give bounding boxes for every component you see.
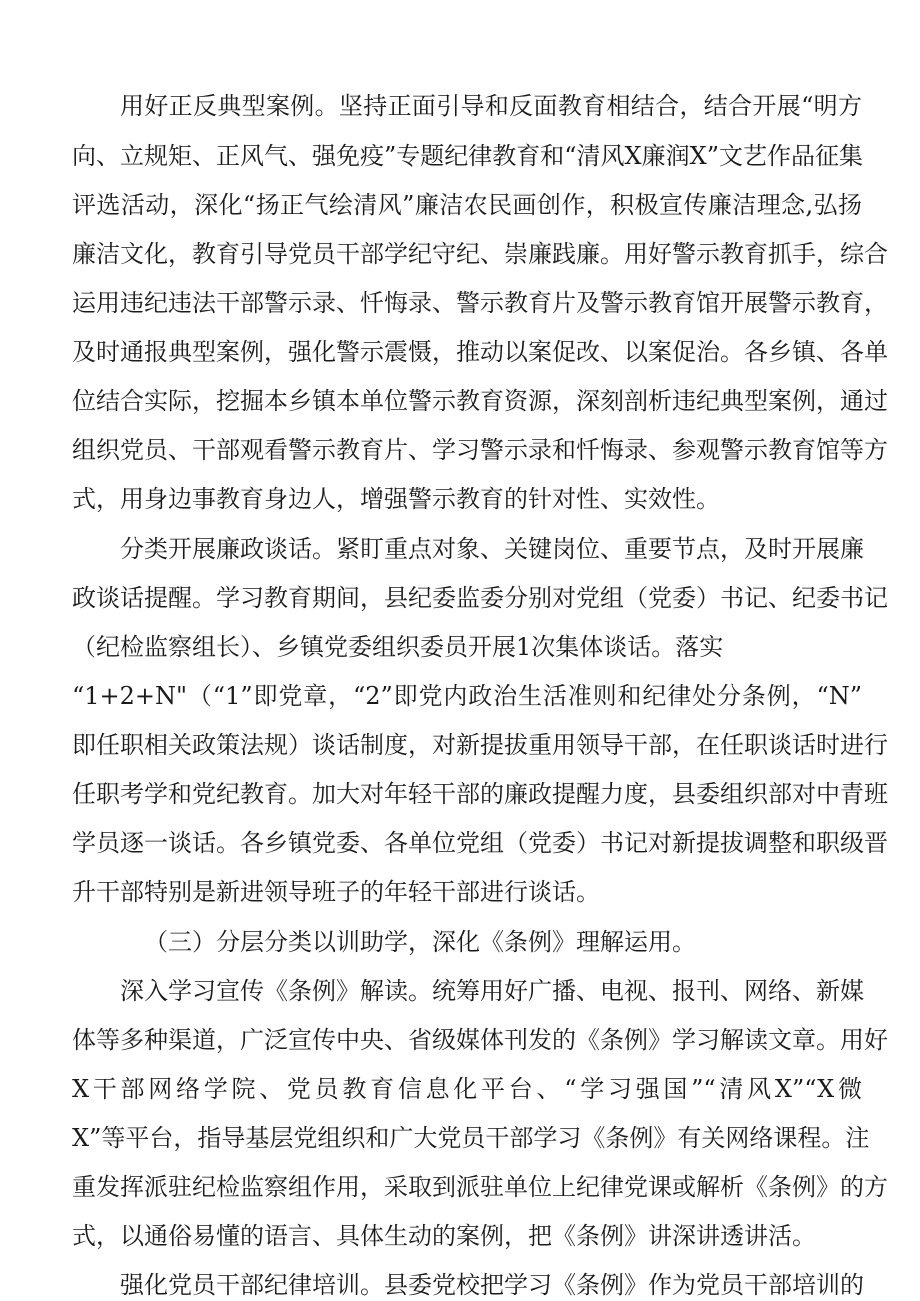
paragraph-3-line-4: X”等平台，指导基层党组织和广大党员干部学习《条例》有关网络课程。注 <box>72 1124 870 1152</box>
paragraph-2-line-1: 分类开展廉政谈话。紧盯重点对象、关键岗位、重要节点，及时开展廉 <box>120 535 864 563</box>
paragraph-1-line-2: 向、立规矩、正风气、强免疫”专题纪律教育和“清风X廉润X”文艺作品征集 <box>72 142 863 170</box>
paragraph-2-line-7: 学员逐一谈话。各乡镇党委、各单位党组（党委）书记对新提拔调整和职级晋 <box>72 829 888 857</box>
paragraph-1-line-8: 组织党员、干部观看警示教育片、学习警示录和忏悔录、参观警示教育馆等方 <box>72 436 888 464</box>
paragraph-3-line-5: 重发挥派驻纪检监察组作用，采取到派驻单位上纪律党课或解析《条例》的方 <box>72 1173 888 1201</box>
paragraph-3-line-1: 深入学习宣传《条例》解读。统筹用好广播、电视、报刊、网络、新媒 <box>120 977 864 1005</box>
paragraph-3-line-3: X干部网络学院、党员教育信息化平台、“学习强国”“清风X”“X微 <box>72 1075 862 1103</box>
paragraph-2-line-2: 政谈话提醒。学习教育期间，县纪委监委分别对党组（党委）书记、纪委书记 <box>72 584 888 612</box>
section-heading: （三）分层分类以训助学，深化《条例》理解运用。 <box>144 928 696 956</box>
paragraph-1-line-3: 评选活动，深化“扬正气绘清风”廉洁农民画创作，积极宣传廉洁理念,弘扬 <box>72 191 862 219</box>
paragraph-1-line-4: 廉洁文化，教育引导党员干部学纪守纪、崇廉践廉。用好警示教育抓手，综合 <box>72 240 888 268</box>
paragraph-2-line-4: “1+2+N"（“1”即党章，“2”即党内政治生活准则和纪律处分条例，“N” <box>72 682 862 710</box>
paragraph-2-line-3: （纪检监察组长）、乡镇党委组织委员开展1次集体谈话。落实 <box>72 633 724 661</box>
paragraph-2-line-8: 升干部特别是新进领导班子的年轻干部进行谈话。 <box>72 878 600 906</box>
paragraph-1-line-1: 用好正反典型案例。坚持正面引导和反面教育相结合，结合开展“明方 <box>120 92 862 120</box>
paragraph-4-line-1: 强化党员干部纪律培训。县委党校把学习《条例》作为党员干部培训的 <box>120 1271 864 1299</box>
paragraph-2-line-6: 任职考学和党纪教育。加大对年轻干部的廉政提醒力度，县委组织部对中青班 <box>72 780 888 808</box>
paragraph-1-line-9: 式，用身边事教育身边人，增强警示教育的针对性、实效性。 <box>72 485 720 513</box>
paragraph-1-line-7: 位结合实际，挖掘本乡镇本单位警示教育资源，深刻剖析违纪典型案例，通过 <box>72 387 888 415</box>
paragraph-3-line-2: 体等多种渠道，广泛宣传中央、省级媒体刊发的《条例》学习解读文章。用好 <box>72 1026 888 1054</box>
paragraph-2-line-5: 即任职相关政策法规）谈话制度，对新提拔重用领导干部，在任职谈话时进行 <box>72 731 888 759</box>
paragraph-3-line-6: 式，以通俗易懂的语言、具体生动的案例，把《条例》讲深讲透讲活。 <box>72 1222 816 1250</box>
paragraph-1-line-5: 运用违纪违法干部警示录、忏悔录、警示教育片及警示教育馆开展警示教育， <box>72 289 888 317</box>
paragraph-1-line-6: 及时通报典型案例，强化警示震慑，推动以案促改、以案促治。各乡镇、各单 <box>72 338 888 366</box>
